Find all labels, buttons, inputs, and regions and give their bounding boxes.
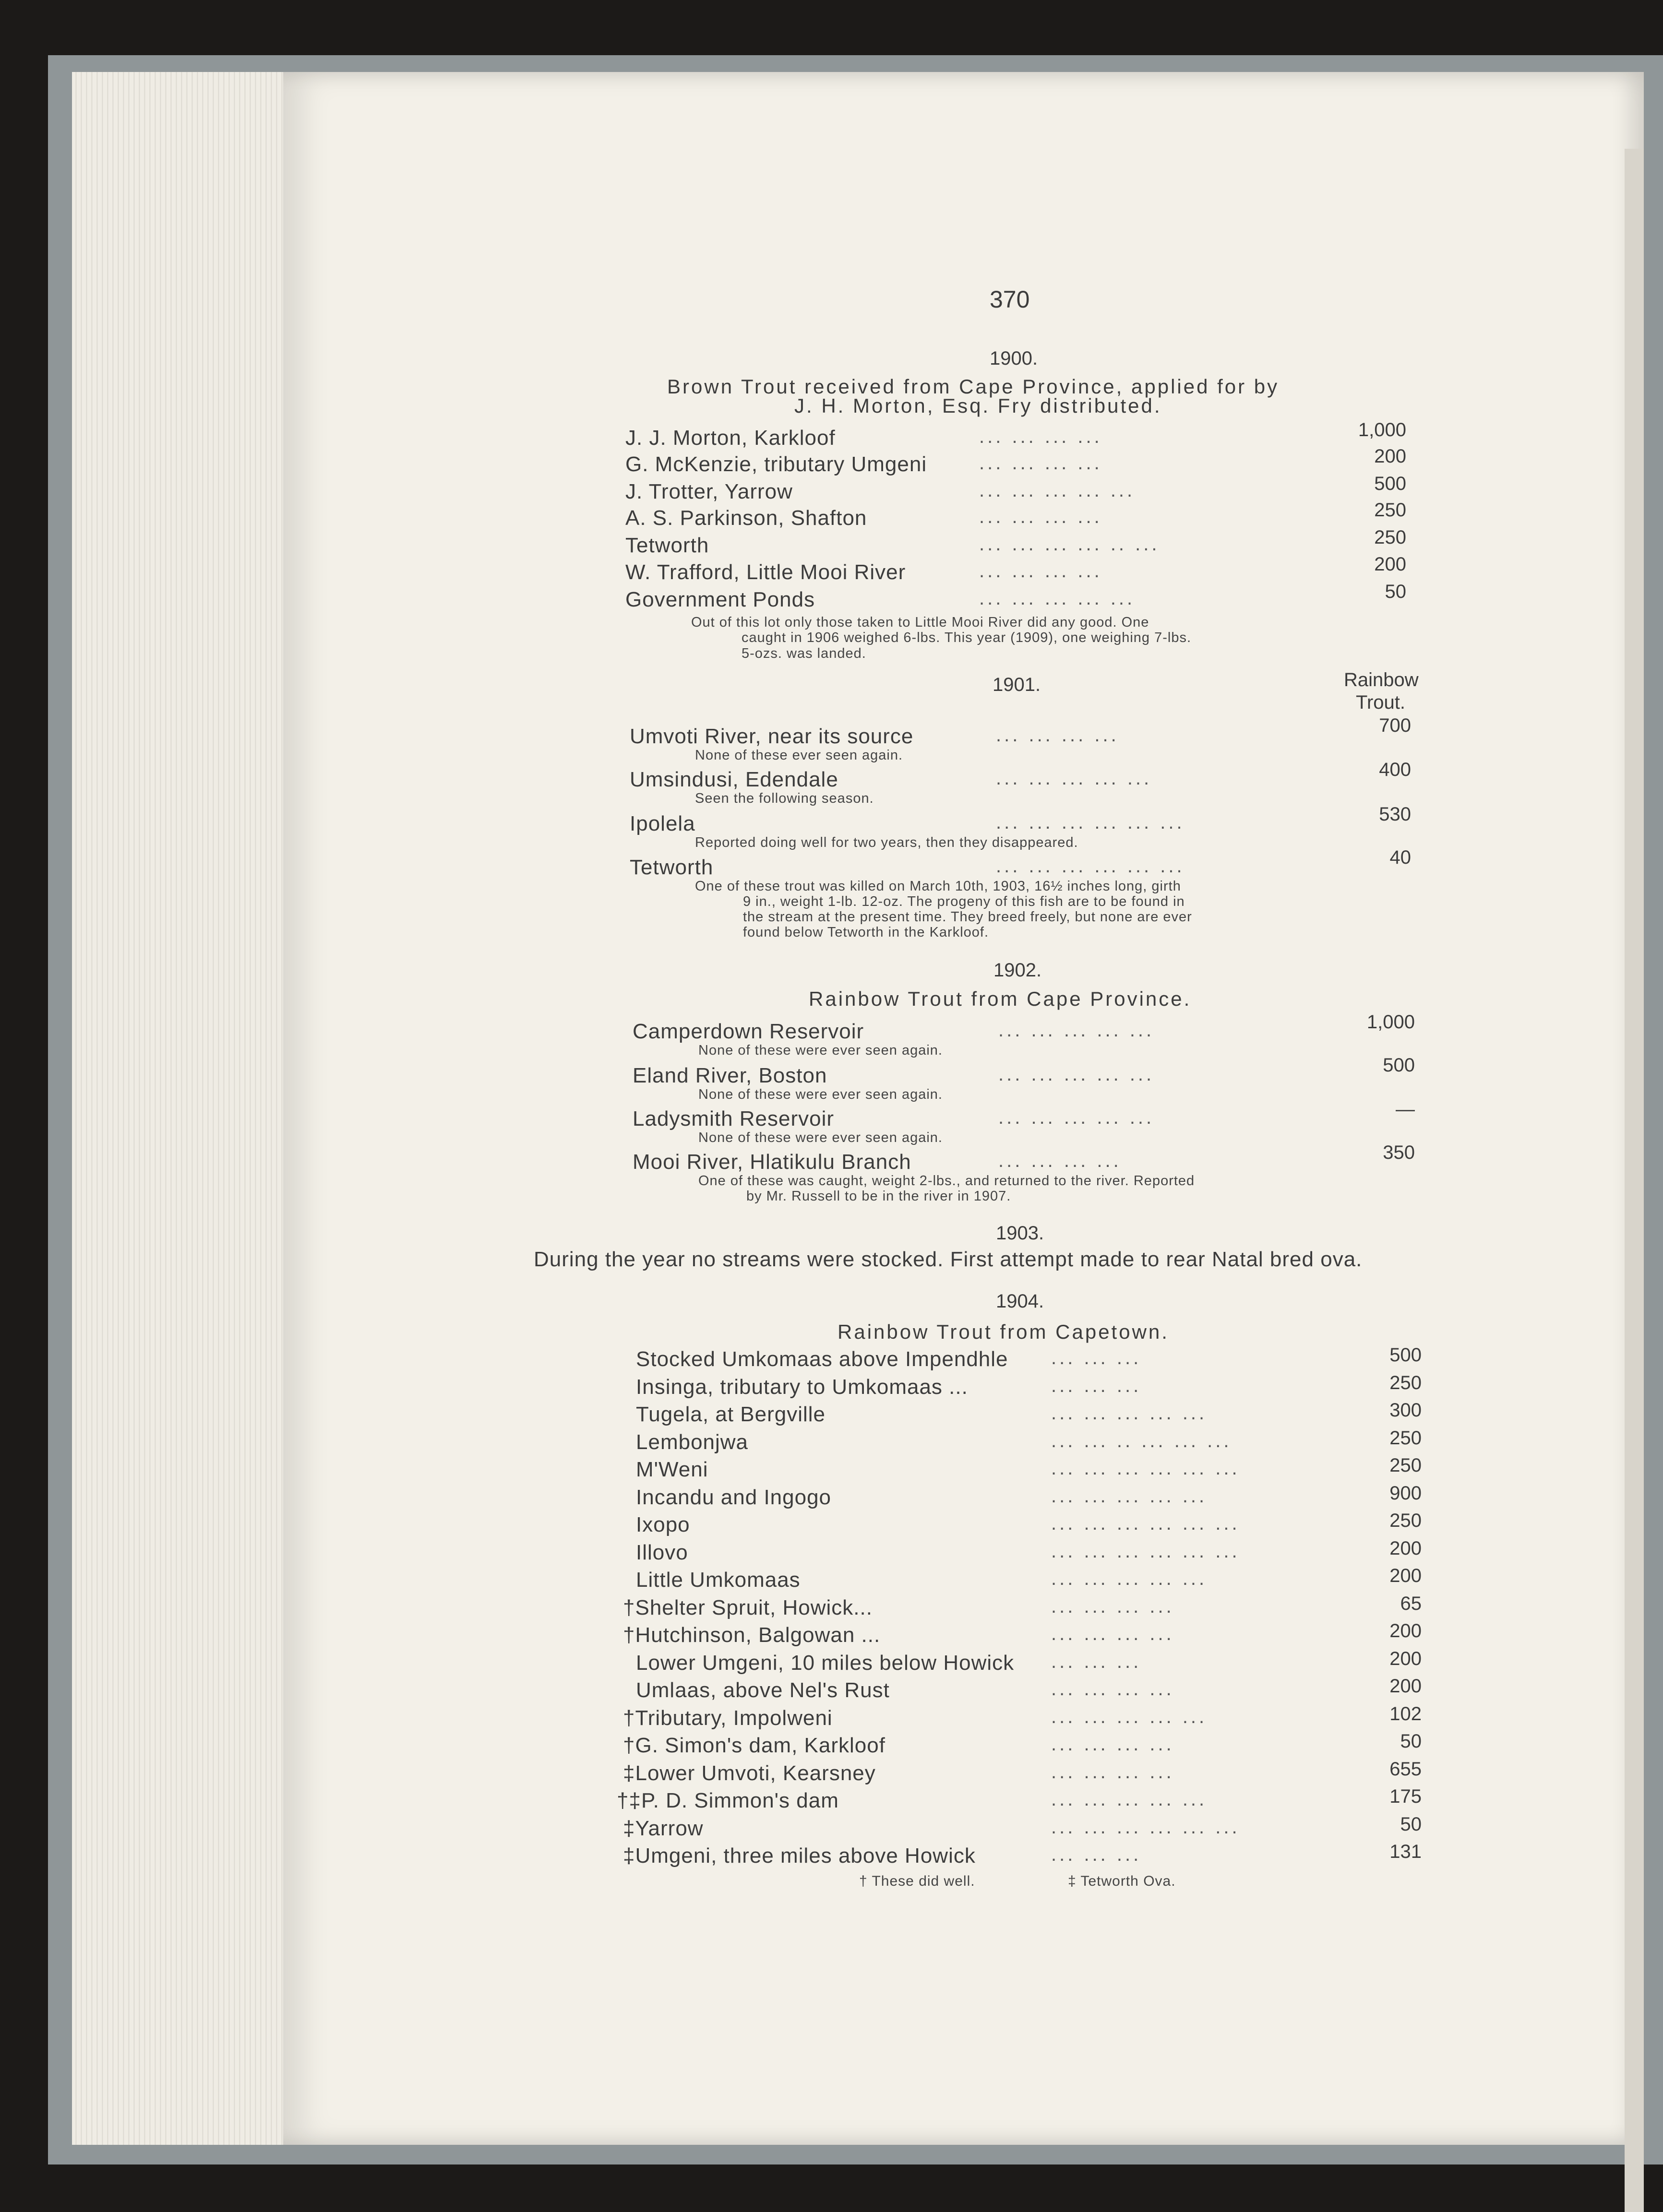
table-row-value: 200 — [1374, 446, 1406, 467]
table-row-name: Umvoti River, near its source — [630, 725, 914, 748]
year-1901: 1901. — [993, 674, 1041, 695]
table-row-value: 200 — [1389, 1676, 1422, 1697]
table-row-value: 350 — [1383, 1142, 1415, 1163]
table-row-name: ‡Yarrow — [623, 1817, 704, 1840]
table-row-value: 200 — [1389, 1538, 1422, 1559]
leader-dots: ... ... ... ... — [979, 506, 1102, 527]
row-note-line: None of these were ever seen again. — [698, 1087, 943, 1102]
table-row-value: 250 — [1374, 499, 1406, 521]
table-row-name: Stocked Umkomaas above Impendhle — [636, 1347, 1008, 1371]
table-row-name: Tugela, at Bergville — [636, 1403, 826, 1426]
table-row-name: †Hutchinson, Balgowan ... — [623, 1623, 881, 1647]
leader-dots: ... ... ... ... — [1051, 1596, 1174, 1617]
table-row-value: 102 — [1389, 1703, 1422, 1724]
table-row-name: Insinga, tributary to Umkomaas ... — [636, 1375, 968, 1399]
row-note-line: One of these trout was killed on March 10th, 1903, 16½ inches long, girth — [695, 879, 1181, 894]
leader-dots: ... ... ... ... ... — [1051, 1706, 1208, 1727]
leader-dots: ... ... ... ... ... ... — [996, 812, 1185, 833]
table-row-name: J. J. Morton, Karkloof — [625, 426, 836, 450]
table-row-name: Umsindusi, Edendale — [630, 768, 838, 791]
leader-dots: ... ... .. ... ... ... — [1051, 1430, 1232, 1451]
text-1903: During the year no streams were stocked. First attempt made to rear Natal bred ova. — [534, 1248, 1363, 1271]
leader-dots: ... ... ... ... — [1051, 1678, 1174, 1700]
leader-dots: ... ... ... ... — [1051, 1761, 1174, 1783]
leader-dots: ... ... ... ... — [979, 560, 1102, 582]
leader-dots: ... ... ... ... ... ... — [1051, 1458, 1240, 1479]
table-row-name: Little Umkomaas — [636, 1568, 801, 1592]
col-header-rainbow: Rainbow — [1344, 669, 1419, 690]
table-row-name: ‡Lower Umvoti, Kearsney — [623, 1761, 876, 1785]
page-number: 370 — [990, 286, 1030, 313]
page-gutter-edge — [1625, 149, 1644, 2212]
table-row-name: †Shelter Spruit, Howick... — [623, 1596, 873, 1619]
table-row-name: Incandu and Ingogo — [636, 1486, 832, 1509]
leader-dots: ... ... ... ... ... — [1051, 1568, 1208, 1589]
table-row-name: Lembonjwa — [636, 1430, 749, 1454]
table-row-value: 250 — [1389, 1427, 1422, 1449]
leader-dots: ... ... ... ... — [1051, 1734, 1174, 1755]
leader-dots: ... ... ... ... ... ... — [1051, 1513, 1240, 1534]
leader-dots: ... ... ... — [1051, 1375, 1142, 1396]
table-row-value: 50 — [1400, 1814, 1422, 1835]
row-note-line: found below Tetworth in the Karkloof. — [743, 925, 989, 940]
table-row-value: 50 — [1385, 581, 1406, 602]
table-row-name: J. Trotter, Yarrow — [625, 480, 793, 503]
table-row-name: Lower Umgeni, 10 miles below Howick — [636, 1651, 1015, 1675]
leader-dots: ... ... ... ... — [979, 426, 1102, 447]
leader-dots: ... ... ... ... ... — [1051, 1403, 1208, 1424]
table-row-name: Illovo — [636, 1541, 688, 1564]
leader-dots: ... ... ... ... ... — [979, 588, 1136, 609]
leader-dots: ... ... ... ... ... — [1051, 1486, 1208, 1507]
leader-dots: ... ... ... ... ... — [996, 768, 1152, 789]
table-row-value: 300 — [1389, 1400, 1422, 1421]
table-row-value: 500 — [1374, 473, 1406, 494]
leader-dots: ... ... ... ... — [998, 1150, 1122, 1171]
table-row-name: W. Trafford, Little Mooi River — [625, 560, 906, 584]
table-row-name: ‡Umgeni, three miles above Howick — [623, 1844, 976, 1867]
leader-dots: ... ... ... ... ... ... — [1051, 1817, 1240, 1838]
table-row-value: 65 — [1400, 1593, 1422, 1614]
heading-1902: Rainbow Trout from Cape Province. — [809, 987, 1192, 1010]
table-row-name: Camperdown Reservoir — [633, 1020, 864, 1043]
table-row-name: Eland River, Boston — [633, 1064, 827, 1087]
heading-1900-line1: Brown Trout received from Cape Province, applied for by — [667, 375, 1280, 398]
table-row-value: 700 — [1379, 715, 1411, 736]
table-row-value: 250 — [1374, 527, 1406, 548]
table-row-name: Government Ponds — [625, 588, 815, 611]
table-row-value: 200 — [1389, 1565, 1422, 1586]
year-1904: 1904. — [996, 1291, 1044, 1312]
table-row-name: A. S. Parkinson, Shafton — [625, 506, 867, 530]
table-row-value: 131 — [1389, 1841, 1422, 1862]
table-row-name: †Tributary, Impolweni — [623, 1706, 833, 1730]
row-note-line: Reported doing well for two years, then they disappeared. — [695, 835, 1078, 850]
year-1900: 1900. — [990, 348, 1038, 369]
note-line: caught in 1906 weighed 6-lbs. This year (1909), one weighing 7-lbs. — [742, 630, 1191, 645]
table-row-value: 250 — [1389, 1372, 1422, 1393]
footnote-tetworth-ova: ‡ Tetworth Ova. — [1068, 1873, 1176, 1889]
leader-dots: ... ... ... ... ... — [998, 1107, 1155, 1128]
row-note-line: Seen the following season. — [695, 791, 874, 806]
leader-dots: ... ... ... — [1051, 1651, 1142, 1672]
table-row-name: Umlaas, above Nel's Rust — [636, 1678, 890, 1702]
table-row-name: Ladysmith Reservoir — [633, 1107, 835, 1130]
leader-dots: ... ... ... ... ... — [1051, 1789, 1208, 1810]
table-row-value: 655 — [1389, 1759, 1422, 1780]
leader-dots: ... ... ... ... ... ... — [996, 856, 1185, 877]
row-note-line: the stream at the present time. They breed freely, but none are ever — [743, 909, 1192, 925]
col-header-trout: Trout. — [1356, 692, 1405, 713]
leader-dots: ... ... ... ... — [979, 452, 1102, 474]
table-row-name: †‡P. D. Simmon's dam — [617, 1789, 839, 1812]
leader-dots: ... ... ... ... ... — [998, 1064, 1155, 1085]
heading-1900-line2: J. H. Morton, Esq. Fry distributed. — [794, 394, 1162, 417]
row-note-line: by Mr. Russell to be in the river in 1907. — [746, 1189, 1011, 1204]
table-row-name: †G. Simon's dam, Karkloof — [623, 1734, 885, 1757]
table-row-value: — — [1396, 1099, 1415, 1120]
row-note-line: None of these were ever seen again. — [698, 1043, 943, 1058]
table-row-value: 500 — [1389, 1344, 1422, 1366]
heading-1904: Rainbow Trout from Capetown. — [837, 1320, 1169, 1343]
leader-dots: ... ... ... ... — [996, 725, 1119, 746]
table-row-name: Mooi River, Hlatikulu Branch — [633, 1150, 911, 1174]
table-row-value: 200 — [1374, 554, 1406, 575]
table-row-name: M'Weni — [636, 1458, 708, 1481]
table-row-value: 250 — [1389, 1455, 1422, 1476]
row-note-line: None of these were ever seen again. — [698, 1130, 943, 1145]
leader-dots: ... ... ... ... ... — [998, 1020, 1155, 1041]
table-row-name: Ixopo — [636, 1513, 690, 1536]
table-row-value: 1,000 — [1366, 1011, 1415, 1033]
table-row-value: 40 — [1389, 847, 1411, 868]
table-row-value: 200 — [1389, 1648, 1422, 1669]
leader-dots: ... ... ... ... .. ... — [979, 534, 1160, 555]
year-1902: 1902. — [993, 960, 1042, 981]
year-1903: 1903. — [996, 1223, 1044, 1244]
row-note-line: None of these ever seen again. — [695, 748, 903, 763]
page-edges — [72, 72, 283, 2145]
row-note-line: 9 in., weight 1-lb. 12-oz. The progeny of this fish are to be found in — [743, 894, 1185, 909]
leader-dots: ... ... ... ... — [1051, 1623, 1174, 1644]
row-note-line: One of these was caught, weight 2-lbs., and returned to the river. Reported — [698, 1173, 1195, 1189]
table-row-value: 50 — [1400, 1731, 1422, 1752]
table-row-name: Tetworth — [625, 534, 709, 557]
leader-dots: ... ... ... ... ... — [979, 480, 1136, 501]
footnote-did-well: † These did well. — [859, 1873, 975, 1889]
table-row-value: 500 — [1383, 1055, 1415, 1076]
note-line: Out of this lot only those taken to Little Mooi River did any good. One — [691, 615, 1149, 630]
table-row-value: 530 — [1379, 804, 1411, 825]
table-row-value: 200 — [1389, 1620, 1422, 1641]
table-row-name: G. McKenzie, tributary Umgeni — [625, 452, 927, 476]
note-line: 5-ozs. was landed. — [742, 646, 866, 661]
table-row-value: 1,000 — [1358, 419, 1406, 440]
table-row-value: 400 — [1379, 759, 1411, 780]
leader-dots: ... ... ... — [1051, 1844, 1142, 1865]
table-row-value: 250 — [1389, 1510, 1422, 1531]
leader-dots: ... ... ... — [1051, 1347, 1142, 1368]
table-row-name: Tetworth — [630, 856, 714, 879]
table-row-value: 175 — [1389, 1786, 1422, 1807]
table-row-value: 900 — [1389, 1483, 1422, 1504]
leader-dots: ... ... ... ... ... ... — [1051, 1541, 1240, 1562]
table-row-name: Ipolela — [630, 812, 695, 835]
